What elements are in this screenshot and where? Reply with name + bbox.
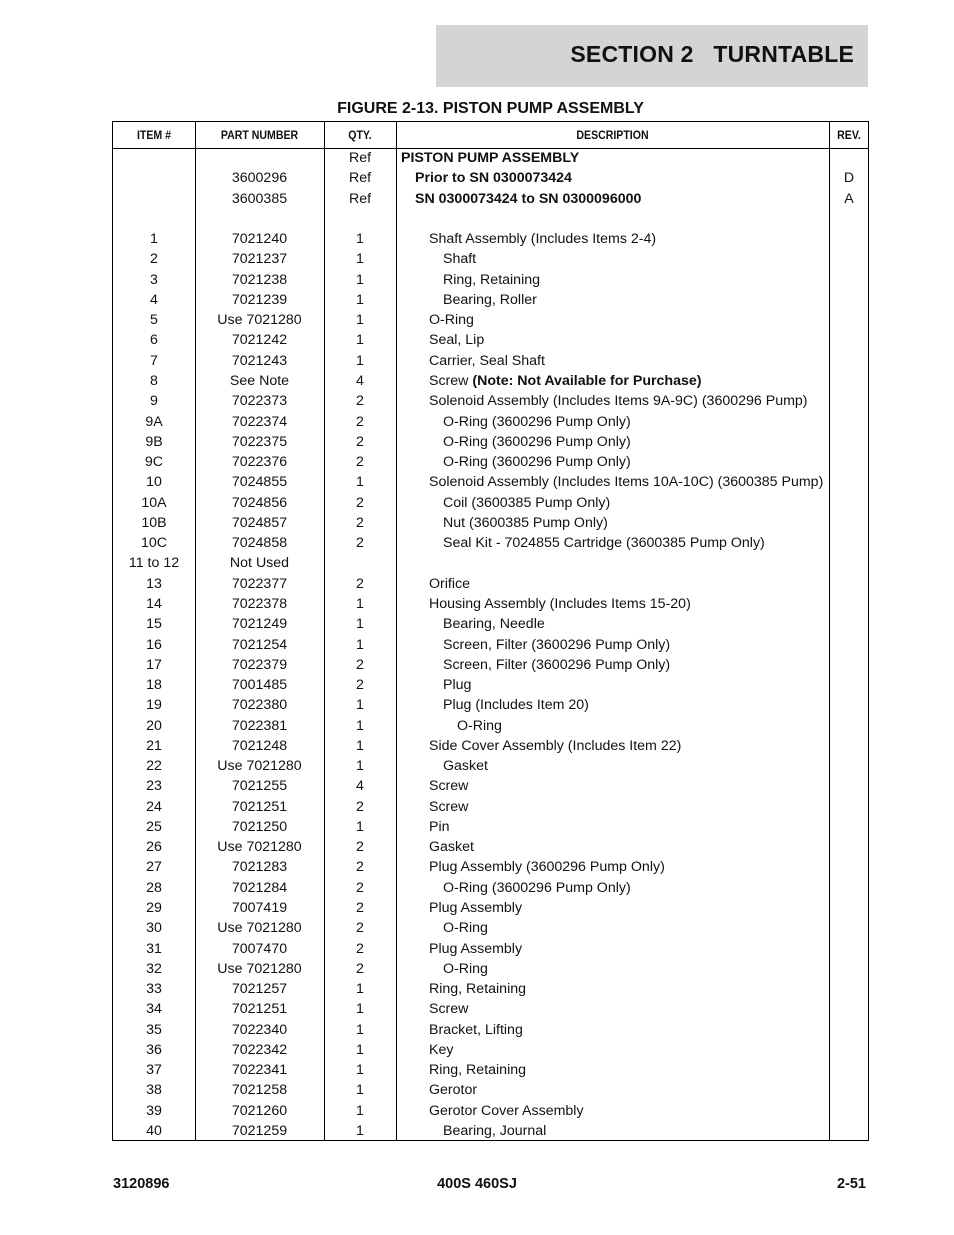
description	[443, 756, 488, 776]
part-number: 7021258	[231, 1082, 288, 1099]
quantity: 1	[356, 332, 364, 349]
part-number: 7021254	[231, 636, 288, 653]
description	[429, 898, 522, 918]
item-number: 16	[146, 636, 162, 653]
item-number: 34	[146, 1001, 162, 1018]
description	[415, 168, 572, 188]
table-row	[113, 1020, 868, 1040]
quantity: 4	[356, 778, 364, 795]
description	[429, 229, 656, 249]
quantity: Ref	[348, 190, 372, 207]
quantity: 1	[356, 1082, 364, 1099]
part-number: 7021257	[231, 981, 288, 998]
part-number: 7024856	[231, 494, 288, 511]
table-row	[113, 837, 868, 857]
description	[429, 371, 702, 391]
table-row	[113, 594, 868, 614]
description	[429, 1101, 584, 1121]
section-banner	[436, 25, 868, 87]
description-text: PISTON PUMP ASSEMBLY	[401, 150, 580, 166]
part-number: 7021243	[231, 352, 288, 369]
part-number: 7024857	[231, 514, 288, 531]
description-text: Bearing, Needle	[443, 616, 545, 633]
description	[429, 594, 691, 614]
table-row	[113, 432, 868, 452]
description	[443, 270, 540, 290]
table-row	[113, 776, 868, 796]
table-row	[113, 452, 868, 472]
item-number: 27	[146, 859, 162, 876]
description	[429, 1040, 453, 1060]
description-text: Bearing, Journal	[443, 1123, 547, 1139]
description	[429, 351, 545, 371]
description	[443, 918, 488, 938]
parts-table	[112, 121, 869, 1141]
part-number: 7021249	[231, 616, 288, 633]
table-row	[113, 797, 868, 817]
part-number: 7022377	[231, 575, 288, 592]
part-number: 7021260	[231, 1102, 288, 1119]
part-number: 7021240	[231, 231, 288, 248]
quantity: 1	[356, 1062, 364, 1079]
quantity: 1	[356, 595, 364, 612]
table-row	[113, 878, 868, 898]
figure-title: FIGURE 2-13. PISTON PUMP ASSEMBLY	[337, 100, 644, 117]
description-text: O-Ring	[443, 920, 488, 937]
quantity: 2	[356, 839, 364, 856]
part-number: 7021259	[231, 1123, 288, 1139]
item-number: 39	[146, 1102, 162, 1119]
description	[457, 716, 502, 736]
quantity: 2	[356, 454, 364, 471]
description-text: Screw	[429, 778, 469, 795]
quantity: 4	[356, 373, 364, 389]
part-number: 7021238	[231, 271, 288, 288]
table-row	[113, 249, 868, 269]
footer-page-number: 2-51	[836, 1176, 866, 1192]
quantity: 2	[356, 960, 364, 977]
item-number: 8	[150, 373, 158, 389]
description	[443, 290, 537, 310]
description-text: Prior to SN 0300073424	[415, 170, 572, 187]
item-number: 19	[146, 697, 162, 714]
description-text: O-Ring (3600296 Pump Only)	[443, 454, 631, 471]
description-text: Housing Assembly (Includes Items 15-20)	[429, 595, 691, 612]
item-number: 21	[146, 737, 162, 754]
quantity: 1	[356, 697, 364, 714]
table-row	[113, 351, 868, 371]
description-text: Ring, Retaining	[429, 1062, 527, 1079]
quantity: 1	[356, 291, 364, 308]
quantity: 1	[356, 737, 364, 754]
quantity: 2	[356, 433, 364, 450]
table-row	[113, 168, 868, 188]
description-text: Nut (3600385 Pump Only)	[443, 514, 608, 531]
table-row	[113, 1121, 868, 1141]
quantity: 1	[356, 312, 364, 329]
description	[429, 1060, 526, 1080]
quantity: 2	[356, 798, 364, 815]
column-header-qty: QTY.	[348, 128, 372, 142]
quantity: 1	[356, 981, 364, 998]
quantity: 1	[356, 1123, 364, 1139]
table-row	[113, 189, 868, 209]
description-text: O-Ring (3600296 Pump Only)	[443, 879, 631, 896]
part-number: 7022373	[231, 393, 288, 410]
description	[429, 797, 468, 817]
description	[443, 493, 610, 513]
quantity: 1	[356, 1021, 364, 1038]
description-text: Plug	[443, 677, 472, 693]
quantity: 2	[356, 879, 364, 896]
description-text: O-Ring	[443, 960, 488, 977]
part-number: 7022381	[231, 717, 288, 734]
item-number: 20	[146, 717, 162, 734]
part-number: 7022378	[231, 595, 288, 612]
description	[429, 999, 468, 1019]
item-number: 2	[150, 251, 158, 268]
item-number: 10C	[140, 535, 168, 552]
description-text: Side Cover Assembly (Includes Item 22)	[429, 737, 682, 754]
description	[429, 817, 450, 837]
item-number: 9C	[144, 454, 164, 471]
description-text: O-Ring	[457, 717, 502, 734]
table-row	[113, 817, 868, 837]
quantity: 2	[356, 677, 364, 693]
table-row	[113, 1040, 868, 1060]
table-row	[113, 614, 868, 634]
part-number: Use 7021280	[217, 758, 302, 775]
description	[429, 574, 470, 594]
item-number: 6	[150, 332, 158, 349]
quantity: 1	[356, 352, 364, 369]
revision: A	[844, 190, 854, 207]
item-number: 13	[146, 575, 162, 592]
item-number: 26	[146, 839, 162, 856]
quantity: 2	[356, 575, 364, 592]
item-number: 3	[150, 271, 158, 288]
description	[429, 472, 823, 492]
description-text: Ring, Retaining	[443, 271, 541, 288]
part-number: 3600296	[231, 170, 288, 187]
quantity: 2	[356, 393, 364, 410]
part-number: 7007419	[231, 900, 288, 916]
quantity: 1	[356, 758, 364, 775]
column-header-rev: REV.	[837, 128, 861, 142]
description	[443, 635, 670, 655]
table-row	[113, 513, 868, 533]
part-number: 7007470	[231, 940, 288, 957]
description-text: Gerotor	[429, 1082, 478, 1099]
description	[443, 959, 488, 979]
item-number: 37	[146, 1062, 162, 1079]
part-number: 7024858	[231, 535, 288, 552]
item-number: 5	[150, 312, 158, 329]
quantity: 1	[356, 231, 364, 248]
description-text: Coil (3600385 Pump Only)	[443, 494, 611, 511]
item-number: 17	[146, 656, 162, 673]
description-text: Plug (Includes Item 20)	[443, 697, 589, 714]
footer-document-number: 3120896	[113, 1176, 170, 1192]
part-number: 7022342	[231, 1041, 288, 1058]
part-number: See Note	[229, 373, 290, 389]
quantity: 2	[356, 859, 364, 876]
item-number: 35	[146, 1021, 162, 1038]
item-number: 7	[150, 352, 158, 369]
description	[429, 1020, 523, 1040]
part-number: 7021251	[231, 798, 288, 815]
table-row	[113, 1101, 868, 1121]
quantity: 2	[356, 656, 364, 673]
description	[443, 432, 631, 452]
table-row	[113, 290, 868, 310]
table-row	[113, 493, 868, 513]
part-number: Use 7021280	[217, 960, 302, 977]
table-row	[113, 736, 868, 756]
description	[443, 249, 476, 269]
item-number: 15	[146, 616, 162, 633]
description-text: Seal, Lip	[429, 332, 485, 349]
item-number: 10A	[141, 494, 167, 511]
description-text: Screen, Filter (3600296 Pump Only)	[443, 636, 671, 653]
part-number: Use 7021280	[217, 312, 302, 329]
item-number: 29	[146, 900, 162, 916]
item-number: 36	[146, 1041, 162, 1058]
quantity: 2	[356, 900, 364, 916]
item-number: 4	[150, 291, 158, 308]
quantity: 1	[356, 616, 364, 633]
part-number: 7021284	[231, 879, 288, 896]
table-row	[113, 959, 868, 979]
item-number: 1	[150, 231, 158, 248]
part-number: 7022375	[231, 433, 288, 450]
table-row	[113, 412, 868, 432]
part-number: 7022376	[231, 454, 288, 471]
quantity: Ref	[348, 150, 372, 166]
part-number: 7021255	[231, 778, 288, 795]
table-row	[113, 1080, 868, 1100]
item-number: 23	[146, 778, 162, 795]
description	[401, 148, 579, 168]
quantity: 2	[356, 494, 364, 511]
description	[443, 878, 631, 898]
column-header-part-number: PART NUMBER	[220, 128, 299, 142]
description	[429, 979, 526, 999]
item-number: 28	[146, 879, 162, 896]
description	[429, 310, 474, 330]
description-text: Screen, Filter (3600296 Pump Only)	[443, 656, 671, 673]
description	[429, 939, 522, 959]
quantity: 2	[356, 535, 364, 552]
table-row	[113, 533, 868, 553]
table-row	[113, 939, 868, 959]
description-text: Ring, Retaining	[429, 981, 527, 998]
part-number: 7021250	[231, 818, 288, 835]
part-number: Not Used	[229, 555, 290, 572]
table-row	[113, 574, 868, 594]
description	[443, 675, 471, 695]
description-note: (Note: Not Available for Purchase)	[472, 373, 702, 389]
revision: D	[843, 170, 855, 187]
quantity: 1	[356, 1041, 364, 1058]
description-text: Pin	[429, 818, 450, 835]
description-text: Plug Assembly (3600296 Pump Only)	[429, 859, 665, 876]
description	[429, 1080, 477, 1100]
description-text: Screw	[429, 1001, 469, 1018]
table-row	[113, 553, 868, 573]
description-text: Screw	[429, 798, 469, 815]
table-row	[113, 857, 868, 877]
quantity: 1	[356, 251, 364, 268]
part-number: 7021239	[231, 291, 288, 308]
item-number: 9A	[145, 413, 163, 430]
description-text: Orifice	[429, 575, 470, 592]
description-text: Carrier, Seal Shaft	[429, 352, 545, 369]
description-text: O-Ring (3600296 Pump Only)	[443, 433, 631, 450]
quantity: Ref	[348, 170, 372, 187]
part-number: 7021251	[231, 1001, 288, 1018]
part-number: 7021237	[231, 251, 288, 268]
description-text: Bracket, Lifting	[429, 1021, 523, 1038]
description-text: Solenoid Assembly (Includes Items 10A-10C) (3600385 Pump)	[429, 474, 824, 491]
description-text: O-Ring	[429, 312, 474, 329]
description-text: O-Ring (3600296 Pump Only)	[443, 413, 631, 430]
description-text: Solenoid Assembly (Includes Items 9A-9C) (3600296 Pump)	[429, 393, 808, 410]
table-row	[113, 270, 868, 290]
table-row	[113, 716, 868, 736]
item-number: 10B	[141, 514, 167, 531]
description	[429, 391, 808, 411]
description-text: Shaft	[443, 251, 477, 268]
table-row	[113, 918, 868, 938]
description	[443, 614, 545, 634]
table-row	[113, 675, 868, 695]
description-text: SN 0300073424 to SN 0300096000	[415, 190, 642, 207]
part-number: 7022379	[231, 656, 288, 673]
part-number: 7022380	[231, 697, 288, 714]
table-row	[113, 695, 868, 715]
item-number: 31	[146, 940, 162, 957]
description	[443, 655, 670, 675]
table-row	[113, 310, 868, 330]
description	[429, 776, 468, 796]
quantity: 2	[356, 413, 364, 430]
item-number: 9	[150, 393, 158, 410]
part-number: 7021283	[231, 859, 288, 876]
item-number: 25	[146, 818, 162, 835]
quantity: 1	[356, 818, 364, 835]
item-number: 24	[146, 798, 162, 815]
table-row	[113, 391, 868, 411]
table-row	[113, 756, 868, 776]
quantity: 2	[356, 940, 364, 957]
table-row	[113, 371, 868, 391]
description-text: Shaft Assembly (Includes Items 2-4)	[429, 231, 657, 248]
item-number: 22	[146, 758, 162, 775]
description	[443, 533, 765, 553]
quantity: 1	[356, 1102, 364, 1119]
part-number: 7022340	[231, 1021, 288, 1038]
part-number: 7022341	[231, 1062, 288, 1079]
quantity: 2	[356, 514, 364, 531]
table-row	[113, 635, 868, 655]
quantity: 1	[356, 717, 364, 734]
item-number: 11 to 12	[128, 555, 180, 572]
description-text: Seal Kit - 7024855 Cartridge (3600385 Pump Only)	[443, 535, 765, 552]
quantity: 1	[356, 636, 364, 653]
description	[415, 189, 641, 209]
description	[429, 857, 665, 877]
footer-model: 400S 460SJ	[437, 1176, 517, 1192]
description-text: Gasket	[443, 758, 488, 775]
column-header-description: DESCRIPTION	[576, 128, 649, 142]
part-number: 7021248	[231, 737, 288, 754]
item-number: 32	[146, 960, 162, 977]
description	[429, 330, 484, 350]
description-text: Plug Assembly	[429, 900, 523, 916]
description	[443, 1121, 546, 1141]
item-number: 10	[146, 474, 162, 491]
table-row	[113, 148, 868, 168]
quantity: 1	[356, 1001, 364, 1018]
quantity: 1	[356, 271, 364, 288]
description	[443, 695, 589, 715]
item-number: 30	[146, 920, 162, 937]
part-number: Use 7021280	[217, 839, 302, 856]
item-number: 9B	[145, 433, 163, 450]
item-number: 33	[146, 981, 162, 998]
quantity: 1	[356, 474, 364, 491]
part-number: 7001485	[231, 677, 288, 693]
column-header-item: ITEM #	[136, 128, 172, 142]
description	[429, 837, 474, 857]
description-text: Plug Assembly	[429, 940, 523, 957]
table-row	[113, 979, 868, 999]
description	[443, 452, 631, 472]
table-row	[113, 999, 868, 1019]
item-number: 40	[146, 1123, 162, 1139]
part-number: 3600385	[231, 190, 288, 207]
description-text: Key	[429, 1041, 454, 1058]
description	[429, 736, 681, 756]
item-number: 38	[146, 1082, 162, 1099]
item-number: 18	[146, 677, 162, 693]
description	[443, 513, 608, 533]
table-row	[113, 229, 868, 249]
part-number: 7022374	[231, 413, 288, 430]
description-text: Screw	[429, 373, 473, 389]
item-number: 14	[146, 595, 162, 612]
part-number: Use 7021280	[217, 920, 302, 937]
table-row	[113, 330, 868, 350]
description-text: Gasket	[429, 839, 474, 856]
section-title: SECTION 2 TURNTABLE	[570, 41, 854, 67]
part-number: 7021242	[231, 332, 288, 349]
part-number: 7024855	[231, 474, 288, 491]
table-row	[113, 655, 868, 675]
description-text: Bearing, Roller	[443, 291, 537, 308]
description-text: Gerotor Cover Assembly	[429, 1102, 584, 1119]
description	[443, 412, 631, 432]
quantity: 2	[356, 920, 364, 937]
table-row	[113, 898, 868, 918]
table-row	[113, 1060, 868, 1080]
table-row	[113, 472, 868, 492]
